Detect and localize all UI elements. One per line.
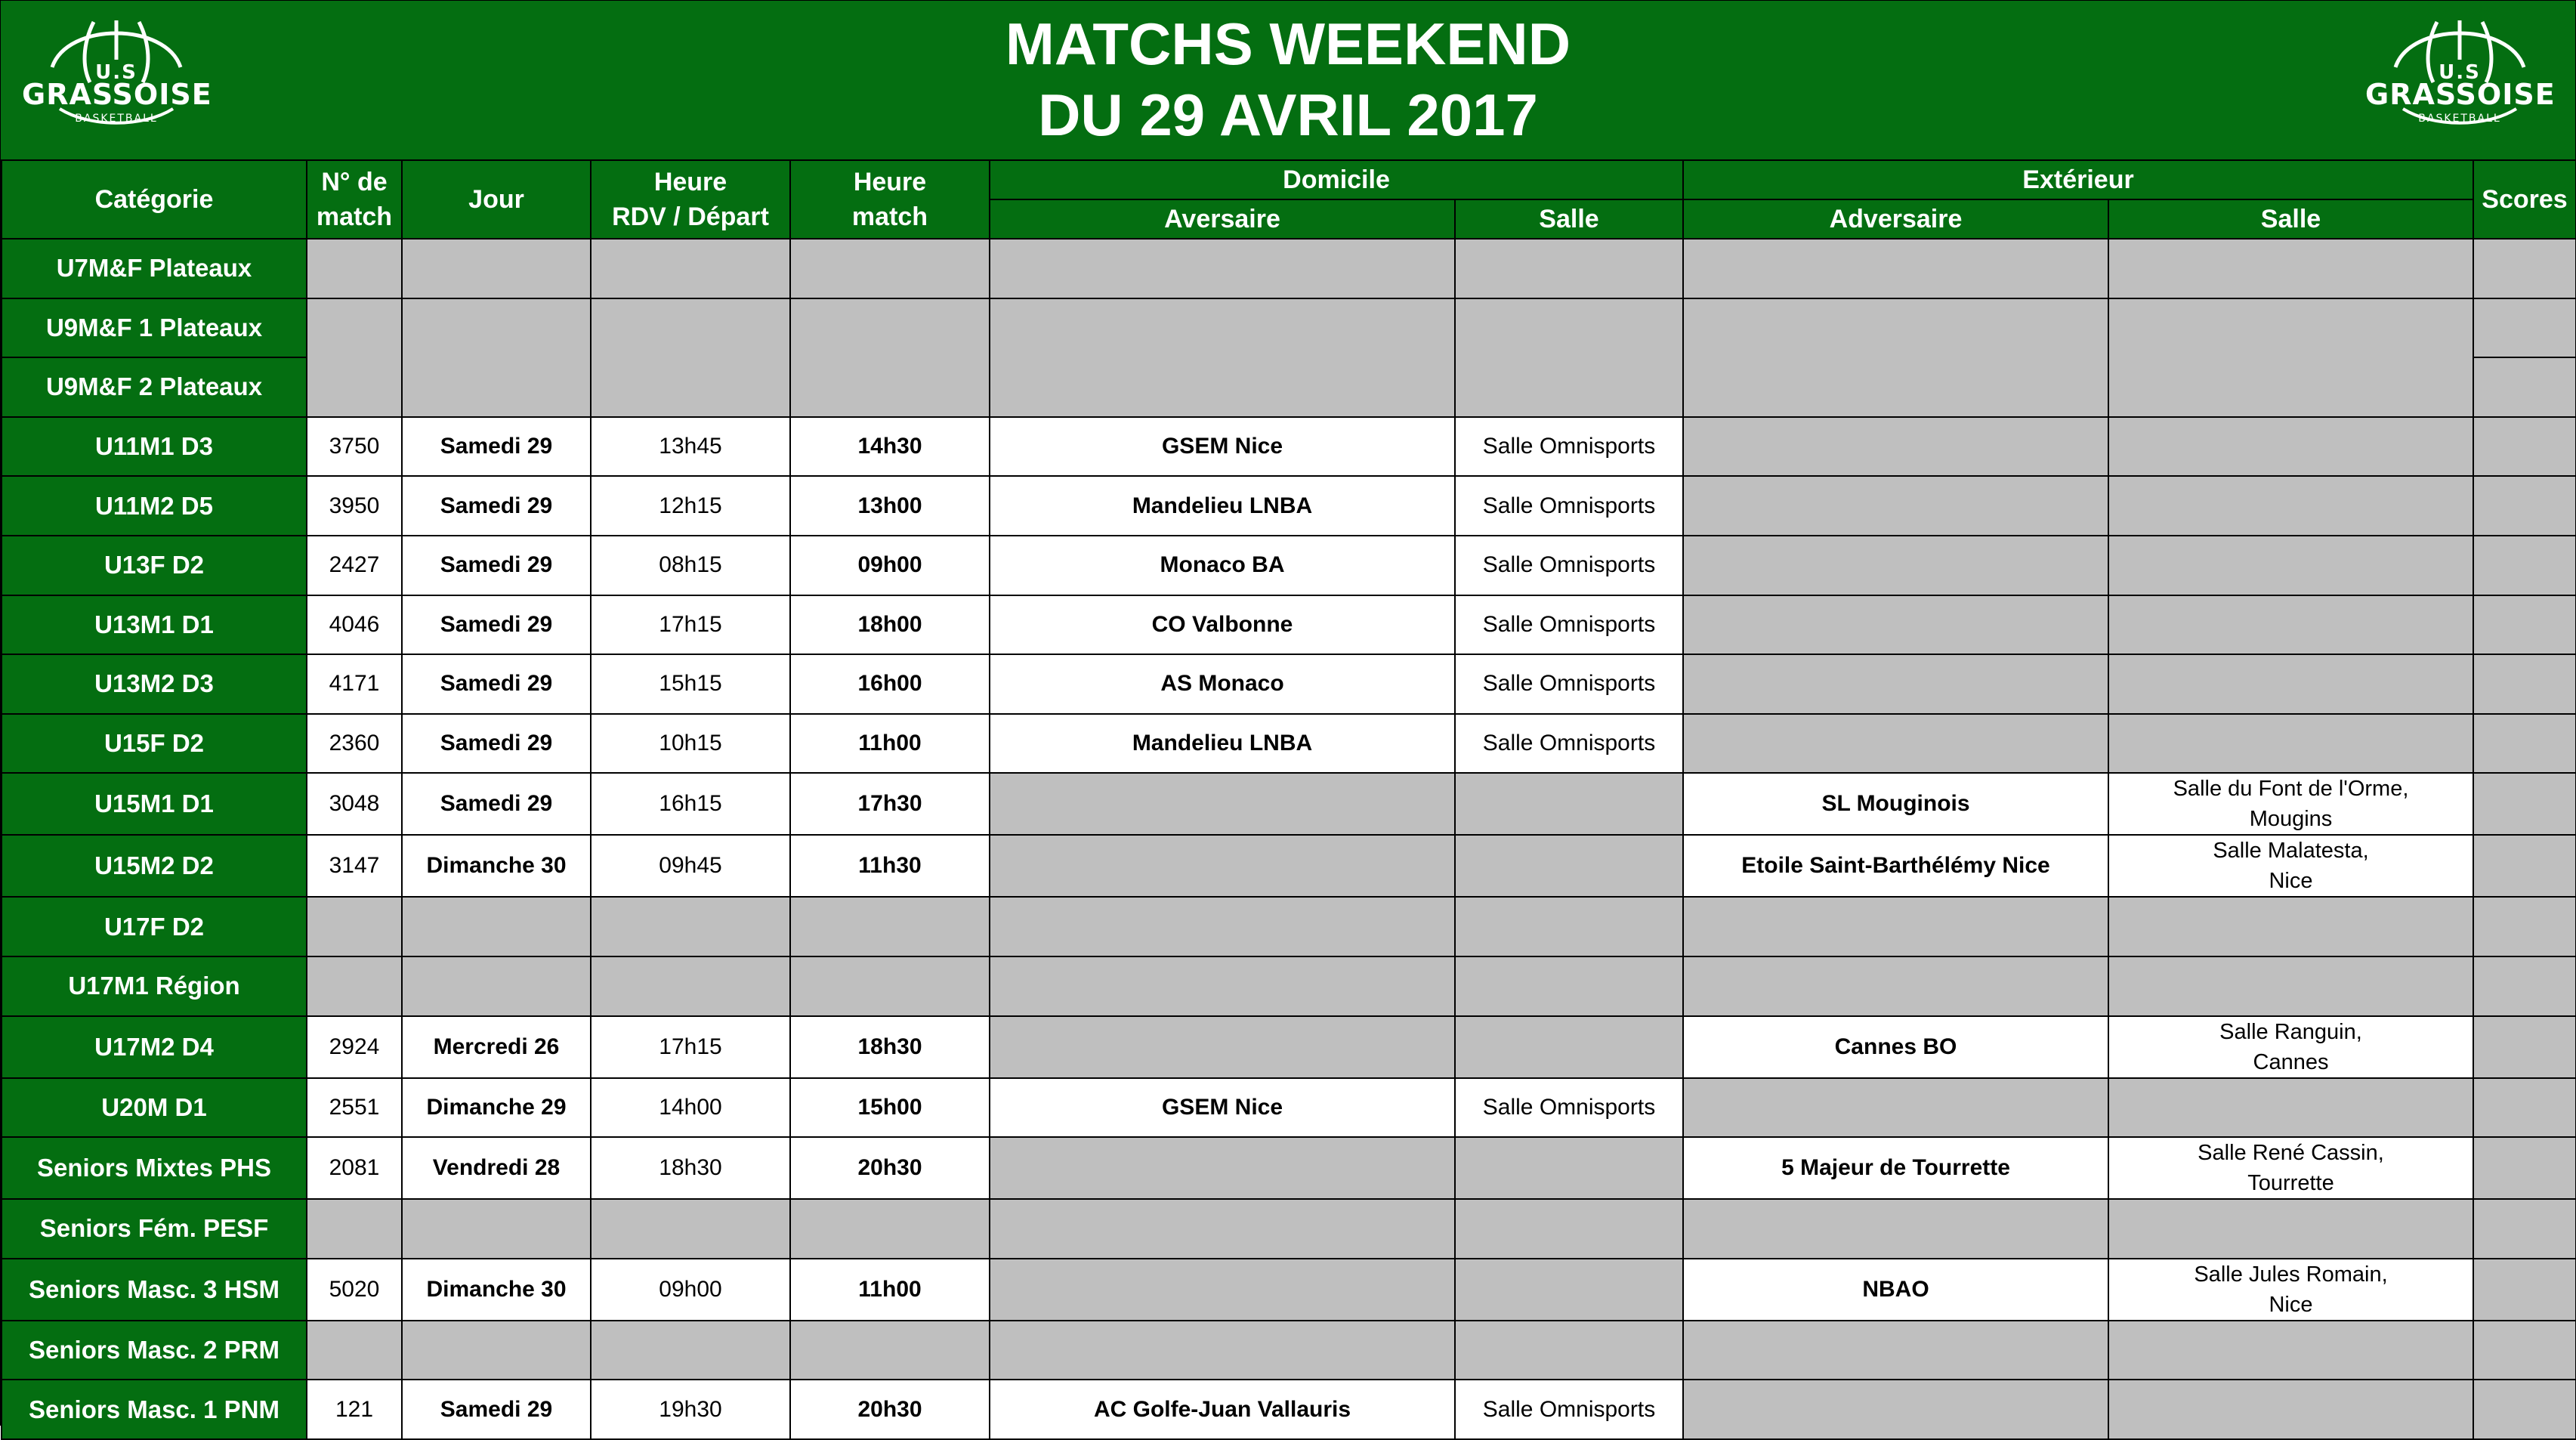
- cell-categorie: U13F D2: [2, 536, 307, 595]
- cell-empty: [790, 1321, 990, 1380]
- table-row: [2, 1078, 2576, 1138]
- title-line-2: DU 29 AVRIL 2017: [1038, 82, 1538, 148]
- cell-num-match: 3048: [307, 773, 402, 835]
- cell-empty: [2108, 536, 2473, 595]
- cell-heure-match: 11h00: [790, 1259, 990, 1321]
- cell-num-match: 3750: [307, 417, 402, 477]
- cell-jour: Samedi 29: [402, 654, 591, 714]
- cell-ext-salle: [2108, 1137, 2473, 1199]
- cell-dom-adversaire: CO Valbonne: [990, 595, 1455, 655]
- cell-heure-rdv: 09h45: [591, 835, 790, 897]
- cell-num-match: 3950: [307, 476, 402, 536]
- cell-empty: [2108, 1380, 2473, 1439]
- cell-empty: [1683, 476, 2108, 536]
- cell-dom-adversaire: AC Golfe-Juan Vallauris: [990, 1380, 1455, 1439]
- header-heure-match: [790, 160, 990, 239]
- header-jour: Jour: [402, 160, 591, 239]
- cell-empty: [990, 773, 1455, 835]
- title-line-1: MATCHS WEEKEND: [1005, 11, 1571, 77]
- cell-heure-match: 11h30: [790, 835, 990, 897]
- ext-salle-line2: Nice: [2269, 1292, 2313, 1317]
- cell-categorie: Seniors Masc. 2 PRM: [2, 1321, 307, 1380]
- cell-heure-match: 20h30: [790, 1137, 990, 1199]
- cell-empty: [591, 1321, 790, 1380]
- cell-jour: Samedi 29: [402, 773, 591, 835]
- cell-score: [2473, 357, 2576, 417]
- cell-heure-rdv: 19h30: [591, 1380, 790, 1439]
- cell-empty: [307, 1321, 402, 1380]
- header-banner: [1, 1, 2575, 161]
- table-row: [2, 714, 2576, 774]
- cell-dom-salle: Salle Omnisports: [1455, 1078, 1683, 1138]
- logo-us-text: U.S: [2439, 61, 2481, 84]
- cell-categorie: Seniors Masc. 3 HSM: [2, 1259, 307, 1321]
- cell-empty: [2108, 239, 2473, 298]
- cell-score: [2473, 773, 2576, 835]
- cell-ext-adversaire: 5 Majeur de Tourrette: [1683, 1137, 2108, 1199]
- ext-salle-line2: Nice: [2269, 869, 2313, 894]
- cell-empty: [2108, 897, 2473, 956]
- cell-ext-salle: [2108, 1016, 2473, 1078]
- logo-club-name: GRASSOISE: [2365, 78, 2556, 111]
- cell-heure-rdv: 10h15: [591, 714, 790, 774]
- cell-empty: [790, 298, 990, 417]
- cell-heure-rdv: 13h45: [591, 417, 790, 477]
- table-row: [2, 956, 2576, 1016]
- club-logo-right: [2365, 14, 2554, 135]
- header-heure-match-line2: match: [851, 202, 928, 231]
- cell-categorie: U13M1 D1: [2, 595, 307, 655]
- cell-jour: Mercredi 26: [402, 1016, 591, 1078]
- cell-empty: [591, 239, 790, 298]
- logo-sub-text: BASKETBALL: [2418, 113, 2501, 125]
- cell-dom-salle: Salle Omnisports: [1455, 1380, 1683, 1439]
- cell-categorie: U17M2 D4: [2, 1016, 307, 1078]
- ext-salle-line1: Salle Ranguin,: [2219, 1019, 2362, 1044]
- cell-heure-match: 18h00: [790, 595, 990, 655]
- cell-empty: [1683, 714, 2108, 774]
- cell-heure-rdv: 09h00: [591, 1259, 790, 1321]
- cell-ext-salle: [2108, 1259, 2473, 1321]
- cell-score: [2473, 1259, 2576, 1321]
- cell-empty: [1683, 1199, 2108, 1259]
- cell-heure-match: 20h30: [790, 1380, 990, 1439]
- cell-empty: [1455, 1137, 1683, 1199]
- cell-num-match: 2081: [307, 1137, 402, 1199]
- table-row: [2, 417, 2576, 477]
- cell-empty: [1683, 654, 2108, 714]
- cell-empty: [591, 956, 790, 1016]
- cell-score: [2473, 595, 2576, 655]
- cell-score: [2473, 897, 2576, 956]
- cell-score: [2473, 536, 2576, 595]
- header-exterieur: Extérieur: [1683, 160, 2473, 199]
- cell-empty: [1683, 1078, 2108, 1138]
- table-row: [2, 298, 2576, 358]
- cell-empty: [990, 1321, 1455, 1380]
- table-row: [2, 1199, 2576, 1259]
- cell-categorie: U17F D2: [2, 897, 307, 956]
- cell-num-match: 2551: [307, 1078, 402, 1138]
- cell-empty: [990, 1199, 1455, 1259]
- ext-salle-line2: Cannes: [2253, 1049, 2329, 1074]
- cell-jour: Samedi 29: [402, 536, 591, 595]
- cell-empty: [307, 239, 402, 298]
- cell-empty: [307, 298, 402, 417]
- table-row: [2, 1016, 2576, 1078]
- cell-dom-adversaire: Mandelieu LNBA: [990, 476, 1455, 536]
- cell-score: [2473, 298, 2576, 358]
- header-num-match-line2: match: [316, 202, 393, 231]
- cell-empty: [402, 298, 591, 417]
- cell-categorie: U11M1 D3: [2, 417, 307, 477]
- cell-empty: [2108, 1321, 2473, 1380]
- header-heure-rdv-line1: Heure: [653, 168, 727, 196]
- cell-empty: [1683, 1380, 2108, 1439]
- cell-dom-salle: Salle Omnisports: [1455, 595, 1683, 655]
- header-heure-match-line1: Heure: [853, 168, 927, 196]
- cell-empty: [1683, 595, 2108, 655]
- cell-jour: Dimanche 30: [402, 835, 591, 897]
- ext-salle-line2: Tourrette: [2247, 1171, 2334, 1196]
- cell-empty: [990, 835, 1455, 897]
- cell-score: [2473, 956, 2576, 1016]
- cell-num-match: 2427: [307, 536, 402, 595]
- cell-empty: [1683, 536, 2108, 595]
- cell-categorie: Seniors Mixtes PHS: [2, 1137, 307, 1199]
- cell-empty: [2108, 714, 2473, 774]
- cell-empty: [2108, 298, 2473, 417]
- cell-score: [2473, 835, 2576, 897]
- cell-empty: [990, 1259, 1455, 1321]
- cell-empty: [1683, 897, 2108, 956]
- cell-categorie: Seniors Fém. PESF: [2, 1199, 307, 1259]
- logo-sub-text: BASKETBALL: [75, 113, 158, 125]
- ext-salle-line1: Salle Malatesta,: [2213, 839, 2369, 864]
- cell-score: [2473, 1016, 2576, 1078]
- cell-num-match: 5020: [307, 1259, 402, 1321]
- cell-heure-match: 09h00: [790, 536, 990, 595]
- cell-categorie: U15F D2: [2, 714, 307, 774]
- table-row: [2, 773, 2576, 835]
- logo-us-text: U.S: [95, 61, 137, 84]
- cell-categorie: U15M2 D2: [2, 835, 307, 897]
- cell-categorie: U13M2 D3: [2, 654, 307, 714]
- table-row: [2, 476, 2576, 536]
- cell-ext-adversaire: NBAO: [1683, 1259, 2108, 1321]
- cell-categorie: Seniors Masc. 1 PNM: [2, 1380, 307, 1439]
- cell-jour: Samedi 29: [402, 1380, 591, 1439]
- cell-num-match: 3147: [307, 835, 402, 897]
- cell-categorie: U17M1 Région: [2, 956, 307, 1016]
- cell-empty: [1455, 298, 1683, 417]
- table-row: [2, 1321, 2576, 1380]
- cell-dom-adversaire: Monaco BA: [990, 536, 1455, 595]
- cell-categorie: U9M&F 1 Plateaux: [2, 298, 307, 358]
- cell-dom-adversaire: GSEM Nice: [990, 1078, 1455, 1138]
- cell-categorie: U20M D1: [2, 1078, 307, 1138]
- cell-heure-rdv: 17h15: [591, 1016, 790, 1078]
- cell-empty: [1455, 773, 1683, 835]
- cell-heure-rdv: 15h15: [591, 654, 790, 714]
- header-num-match: [307, 160, 402, 239]
- cell-empty: [990, 1137, 1455, 1199]
- table-row: [2, 1380, 2576, 1439]
- cell-dom-salle: Salle Omnisports: [1455, 714, 1683, 774]
- cell-dom-salle: Salle Omnisports: [1455, 536, 1683, 595]
- cell-score: [2473, 239, 2576, 298]
- cell-jour: Samedi 29: [402, 595, 591, 655]
- cell-empty: [1683, 417, 2108, 477]
- cell-categorie: U7M&F Plateaux: [2, 239, 307, 298]
- cell-empty: [2108, 595, 2473, 655]
- cell-score: [2473, 476, 2576, 536]
- cell-empty: [1455, 897, 1683, 956]
- cell-jour: Dimanche 29: [402, 1078, 591, 1138]
- table-row: [2, 1137, 2576, 1199]
- cell-heure-match: 17h30: [790, 773, 990, 835]
- cell-heure-rdv: 18h30: [591, 1137, 790, 1199]
- cell-empty: [790, 956, 990, 1016]
- cell-heure-rdv: 08h15: [591, 536, 790, 595]
- header-ext-salle: Salle: [2108, 199, 2473, 239]
- table-row: [2, 654, 2576, 714]
- cell-ext-adversaire: Cannes BO: [1683, 1016, 2108, 1078]
- cell-empty: [591, 1199, 790, 1259]
- cell-jour: Samedi 29: [402, 476, 591, 536]
- cell-ext-adversaire: Etoile Saint-Barthélémy Nice: [1683, 835, 2108, 897]
- cell-empty: [307, 897, 402, 956]
- cell-empty: [402, 239, 591, 298]
- cell-num-match: 4046: [307, 595, 402, 655]
- cell-dom-adversaire: Mandelieu LNBA: [990, 714, 1455, 774]
- cell-heure-rdv: 16h15: [591, 773, 790, 835]
- cell-empty: [402, 1321, 591, 1380]
- cell-heure-match: 11h00: [790, 714, 990, 774]
- cell-empty: [2108, 476, 2473, 536]
- cell-empty: [990, 897, 1455, 956]
- match-schedule-table: [1, 159, 2576, 1440]
- cell-score: [2473, 1199, 2576, 1259]
- cell-dom-salle: Salle Omnisports: [1455, 654, 1683, 714]
- cell-score: [2473, 654, 2576, 714]
- cell-num-match: 121: [307, 1380, 402, 1439]
- cell-heure-rdv: 12h15: [591, 476, 790, 536]
- header-num-match-line1: N° de: [321, 168, 388, 196]
- cell-empty: [1455, 1016, 1683, 1078]
- cell-empty: [2108, 417, 2473, 477]
- cell-jour: Samedi 29: [402, 714, 591, 774]
- cell-empty: [1455, 239, 1683, 298]
- ext-salle-line1: Salle René Cassin,: [2198, 1141, 2384, 1166]
- cell-dom-adversaire: GSEM Nice: [990, 417, 1455, 477]
- cell-jour: Samedi 29: [402, 417, 591, 477]
- header-heure-rdv-line2: RDV / Départ: [612, 202, 769, 231]
- logo-club-name: GRASSOISE: [22, 78, 212, 111]
- cell-score: [2473, 1321, 2576, 1380]
- cell-empty: [1455, 835, 1683, 897]
- cell-heure-rdv: 14h00: [591, 1078, 790, 1138]
- cell-empty: [1683, 1321, 2108, 1380]
- cell-empty: [790, 1199, 990, 1259]
- header-ext-adversaire: Adversaire: [1683, 199, 2108, 239]
- cell-categorie: U9M&F 2 Plateaux: [2, 357, 307, 417]
- cell-empty: [1683, 298, 2108, 417]
- table-row: [2, 239, 2576, 298]
- ext-salle-line1: Salle du Font de l'Orme,: [2173, 777, 2409, 802]
- table-row: [2, 1259, 2576, 1321]
- cell-empty: [790, 239, 990, 298]
- cell-ext-salle: [2108, 835, 2473, 897]
- cell-empty: [591, 298, 790, 417]
- cell-categorie: U15M1 D1: [2, 773, 307, 835]
- header-categorie: Catégorie: [2, 160, 307, 239]
- cell-dom-salle: Salle Omnisports: [1455, 476, 1683, 536]
- cell-heure-match: 18h30: [790, 1016, 990, 1078]
- cell-heure-match: 13h00: [790, 476, 990, 536]
- cell-num-match: 2924: [307, 1016, 402, 1078]
- cell-dom-adversaire: AS Monaco: [990, 654, 1455, 714]
- cell-jour: Dimanche 30: [402, 1259, 591, 1321]
- cell-empty: [2108, 1078, 2473, 1138]
- cell-empty: [1683, 956, 2108, 1016]
- cell-num-match: 2360: [307, 714, 402, 774]
- cell-empty: [1683, 239, 2108, 298]
- header-dom-adversaire: Aversaire: [990, 199, 1455, 239]
- cell-num-match: 4171: [307, 654, 402, 714]
- header-heure-rdv: [591, 160, 790, 239]
- header-dom-salle: Salle: [1455, 199, 1683, 239]
- ext-salle-line1: Salle Jules Romain,: [2194, 1262, 2388, 1287]
- table-row: [2, 897, 2576, 956]
- cell-empty: [591, 897, 790, 956]
- cell-empty: [790, 897, 990, 956]
- cell-empty: [990, 298, 1455, 417]
- cell-score: [2473, 1380, 2576, 1439]
- cell-empty: [1455, 1199, 1683, 1259]
- cell-empty: [2108, 1199, 2473, 1259]
- cell-ext-salle: [2108, 773, 2473, 835]
- cell-empty: [402, 897, 591, 956]
- cell-empty: [1455, 1259, 1683, 1321]
- cell-heure-match: 16h00: [790, 654, 990, 714]
- cell-empty: [1455, 1321, 1683, 1380]
- cell-heure-match: 14h30: [790, 417, 990, 477]
- cell-empty: [1455, 956, 1683, 1016]
- cell-categorie: U11M2 D5: [2, 476, 307, 536]
- cell-score: [2473, 1137, 2576, 1199]
- cell-empty: [402, 956, 591, 1016]
- table-row: [2, 595, 2576, 655]
- ext-salle-line2: Mougins: [2249, 807, 2333, 832]
- table-row: [2, 536, 2576, 595]
- header-scores: Scores: [2473, 160, 2576, 239]
- page-title: [1, 8, 2575, 150]
- table-row: [2, 835, 2576, 897]
- cell-empty: [2108, 654, 2473, 714]
- cell-empty: [307, 956, 402, 1016]
- cell-empty: [307, 1199, 402, 1259]
- cell-empty: [2108, 956, 2473, 1016]
- cell-empty: [990, 239, 1455, 298]
- cell-empty: [990, 956, 1455, 1016]
- cell-heure-rdv: 17h15: [591, 595, 790, 655]
- cell-score: [2473, 714, 2576, 774]
- cell-empty: [402, 1199, 591, 1259]
- header-domicile: Domicile: [990, 160, 1683, 199]
- cell-dom-salle: Salle Omnisports: [1455, 417, 1683, 477]
- cell-ext-adversaire: SL Mouginois: [1683, 773, 2108, 835]
- cell-jour: Vendredi 28: [402, 1137, 591, 1199]
- cell-score: [2473, 417, 2576, 477]
- cell-heure-match: 15h00: [790, 1078, 990, 1138]
- cell-empty: [990, 1016, 1455, 1078]
- cell-score: [2473, 1078, 2576, 1138]
